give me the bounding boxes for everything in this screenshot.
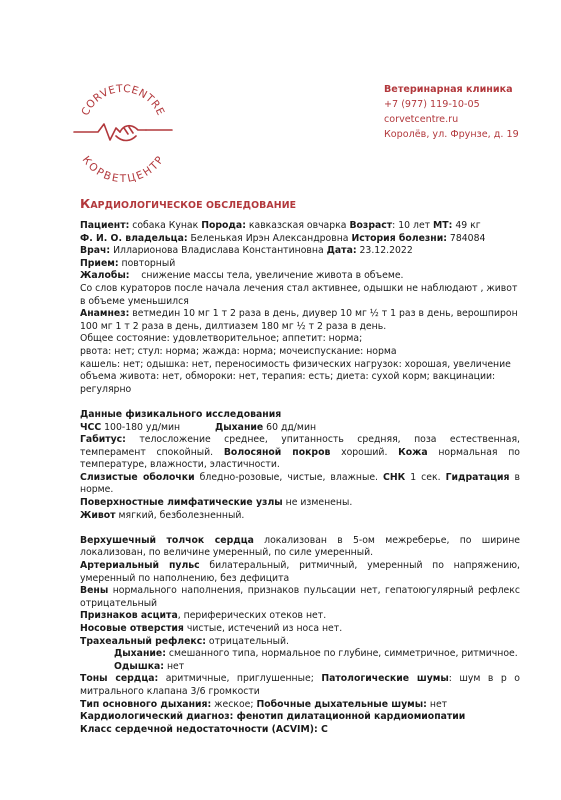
owner-line: Ф. И. О. владельца: Беленькая Ирэн Александровна История болезни: 784084	[80, 232, 486, 244]
vomit-line: рвота: нет; стул: норма; жажда: норма; мочеиспускание: норма	[80, 345, 397, 357]
pulse-line: Артериальный пульс билатеральный, ритмичный, умеренный по напряжению, умеренный по наполнению, без дефицита	[80, 560, 520, 584]
patient-line: Пациент: собака Кунак Порода: кавказская овчарка Возраст: 10 лет МТ: 49 кг	[80, 220, 481, 231]
report-body	[80, 220, 520, 736]
mucosa-line: Слизистые оболочки бледно-розовые, чистые, влажные. СНК 1 сек. Гидратация в норме.	[80, 471, 520, 496]
anamnesis-line: Анамнез: ветмедин 10 мг 1 т 2 раза в день, диувер 10 мг ½ т 1 раз в день, верошпирон 100 мг 1 т 2 раза в день, дилтиазем 180 мг ½ т 2 раза в день.	[80, 308, 518, 332]
curators-note: Со слов кураторов после начала лечения стал активнее, одышки не наблюдают , живот в объеме уменьшился	[80, 282, 518, 307]
doctor-line: Врач: Илларионова Владислава Константиновна Дата: 23.12.2022	[80, 245, 413, 257]
tracheal-line: Трахеальный рефлекс: отрицательный.	[80, 635, 289, 647]
ascites-line: Признаков асцита, периферических отеков нет.	[80, 610, 327, 622]
habitus-line: Габитус: телосложение среднее, упитанность средняя, поза естественная, темперамент спокойный. Волосяной покров хороший. Кожа нормальная по температуре, влажности, эластичности.	[80, 434, 520, 471]
general-state: Общее состояние: удовлетворительное; аппетит: норма;	[80, 333, 363, 345]
clinic-phone: +7 (977) 119-10-05	[384, 99, 480, 110]
heart-failure-class-line: Класс сердечной недостаточности (ACVIM): С	[80, 723, 328, 735]
breathing-line: Дыхание: смешанного типа, нормальное по глубине, симметричное, ритмичное.	[114, 648, 518, 660]
apex-beat-line: Верхушечный толчок сердца локализован в 5-ом межреберье, по ширине локализован, по величине умеренный, по силе умеренный.	[80, 534, 521, 559]
document-title: КАРДИОЛОГИЧЕСКОЕ ОБСЛЕДОВАНИЕ	[80, 196, 297, 211]
clinic-logo	[68, 72, 178, 182]
clinic-name: Ветеринарная клиника	[384, 84, 513, 95]
dyspnea-line: Одышка: нет	[114, 660, 185, 672]
cough-line: кашель: нет; одышка: нет, переносимость физических нагрузок: хорошая, увеличение объема живота: нет, обмороки: нет, терапия: есть; диета: сухой корм; вакцинации: регулярно	[80, 358, 511, 395]
lymph-nodes-line: Поверхностные лимфатические узлы не изменены.	[80, 497, 353, 509]
physical-header: Данные физикального исследования	[80, 408, 282, 420]
abdomen-line: Живот мягкий, безболезненный.	[80, 509, 245, 521]
veins-line: Вены нормального наполнения, признаков пульсации нет, гепатоюгулярный рефлекс отрицательный	[80, 585, 520, 609]
clinic-address: Королёв, ул. Фрунзе, д. 19	[384, 129, 519, 140]
diagnosis-line: Кардиологический диагноз: фенотип дилатационной кардиомиопатии	[80, 711, 466, 723]
clinic-site: corvetcentre.ru	[384, 114, 459, 125]
nose-line: Носовые отверстия чистые, истечений из носа нет.	[80, 623, 343, 634]
handshake-heartbeat-icon	[74, 124, 172, 141]
heart-tones-line: Тоны сердца: аритмичные, приглушенные; Патологические шумы: шум в р о митрального клапана 3/6 громкости	[80, 673, 520, 697]
breath-type-line: Тип основного дыхания: жеское; Побочные дыхательные шумы: нет	[80, 698, 448, 710]
clinic-info	[384, 82, 519, 142]
complaints-line: Жалобы: снижение массы тела, увеличение живота в объеме.	[80, 270, 404, 282]
visit-line: Прием: повторный	[80, 257, 176, 269]
vitals-line: ЧСС 100-180 уд/мин Дыхание 60 дд/мин	[80, 421, 317, 433]
logo-text-top: CORVETCENTRE	[79, 82, 167, 118]
logo-text-bottom: КОРВЕТЦЕНТР	[79, 154, 167, 182]
